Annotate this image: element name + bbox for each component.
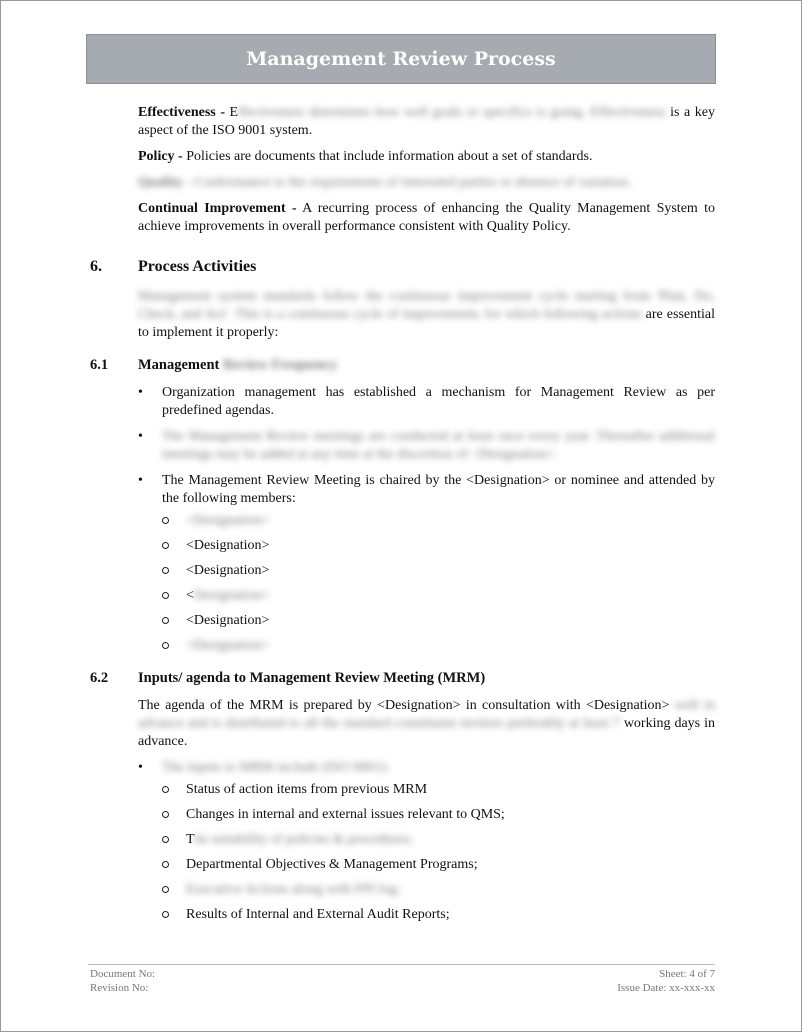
list-item — [138, 759, 715, 924]
circle-bullet-icon — [162, 811, 169, 818]
page-footer — [90, 967, 715, 995]
circle-bullet-icon — [162, 786, 169, 793]
agenda-item — [162, 806, 715, 824]
agenda-item — [162, 881, 715, 899]
member-text: < — [186, 588, 194, 603]
agenda-item — [162, 781, 715, 799]
list-item — [138, 384, 715, 420]
member-list — [162, 512, 715, 655]
definition-effectiveness — [138, 104, 715, 140]
definition-policy — [138, 148, 715, 166]
circle-bullet-icon — [162, 642, 169, 649]
blurred-text: well in advance and is distributed to all the standard constituent invitees preferably at least 7 — [138, 698, 716, 731]
page-title: Management Review Process — [246, 48, 556, 70]
list-item — [138, 472, 715, 655]
list-item-text: Organization management has established a mechanism for Management Review as per predefined agendas. — [162, 385, 715, 418]
section-title: Inputs/ agenda to Management Review Meeting (MRM) — [138, 670, 486, 686]
bullet-list — [138, 759, 715, 924]
blurred-text: he suitability of policies & procedures; — [194, 832, 413, 847]
blurred-text: Review Frequency — [222, 357, 338, 373]
agenda-item — [162, 831, 715, 849]
circle-bullet-icon — [162, 836, 169, 843]
list-item — [138, 428, 715, 464]
intro-text: are essential to implement it properly: — [138, 307, 715, 340]
member-item — [162, 587, 715, 605]
member-item — [162, 612, 715, 630]
section-6-intro — [138, 288, 715, 342]
member-item — [162, 562, 715, 580]
agenda-item — [162, 856, 715, 874]
definition-continual-improvement — [138, 200, 715, 236]
blurred-text: Management system standards follow the continuous improvement cycle starting from 'Plan, Do, Check, and Act'. This is a continuous cycle of improvement, for which following actions — [138, 289, 715, 322]
blurred-text: ffectiveness determines how well goals or specifics is going. Effectiveness — [238, 105, 666, 120]
blurred-text: Quality - — [138, 175, 192, 190]
agenda-item — [162, 906, 715, 924]
definition-text: is a key aspect of the ISO 9001 system. — [138, 105, 716, 138]
section-number: 6.1 — [90, 357, 109, 373]
section-heading-6-2 — [90, 669, 715, 687]
definition-term: Effectiveness - — [138, 105, 225, 120]
blurred-text: The Management Review meetings are conducted at least once every year. Thereafter additional meetings may be added at any time at the discretion of <Designation>. — [162, 429, 715, 462]
blurred-text: <Designation> — [186, 638, 270, 653]
member-text: <Designation> — [186, 563, 270, 578]
intro-text: working days in advance. — [138, 716, 716, 749]
member-text: <Designation> — [186, 613, 270, 628]
blurred-text: The inputs to MRM include (ISO 9001): — [162, 760, 390, 775]
member-item — [162, 537, 715, 555]
definition-text: A recurring process of enhancing the Quality Management System to achieve improvements in overall performance consistent with Quality Policy. — [138, 201, 715, 234]
intro-text: The agenda of the MRM is prepared by <Designation> in consultation with <Designation> — [138, 698, 670, 713]
agenda-text: Changes in internal and external issues relevant to QMS; — [186, 807, 505, 822]
list-item-text: The Management Review Meeting is chaired by the <Designation> or nominee and attended by the following members: — [162, 473, 715, 506]
bullet-icon: • — [138, 473, 143, 488]
agenda-text: Departmental Objectives & Management Programs; — [186, 857, 478, 872]
section-6-2-intro — [138, 697, 715, 751]
circle-bullet-icon — [162, 886, 169, 893]
definition-quality — [138, 174, 715, 192]
circle-bullet-icon — [162, 911, 169, 918]
definition-term: Continual Improvement - — [138, 201, 297, 216]
circle-bullet-icon — [162, 542, 169, 549]
agenda-text: T — [186, 832, 195, 847]
member-item — [162, 512, 715, 530]
section-heading-6-1 — [90, 356, 715, 374]
section-number: 6. — [90, 258, 102, 275]
agenda-list — [162, 781, 715, 924]
circle-bullet-icon — [162, 592, 169, 599]
blurred-text: Conformance to the requirements of interested parties or absence of variation. — [191, 175, 632, 190]
section-title: Process Activities — [138, 258, 257, 275]
title-banner — [86, 34, 716, 84]
section-number: 6.2 — [90, 670, 109, 686]
circle-bullet-icon — [162, 861, 169, 868]
section-heading-6 — [90, 258, 715, 276]
revision-number-label: Revision No: — [90, 982, 149, 994]
issue-date: Issue Date: xx-xxx-xx — [617, 982, 715, 994]
circle-bullet-icon — [162, 517, 169, 524]
blurred-text: <Designation> — [186, 513, 270, 528]
circle-bullet-icon — [162, 567, 169, 574]
document-number-label: Document No: — [90, 968, 156, 980]
member-item — [162, 637, 715, 655]
agenda-text: Results of Internal and External Audit Reports; — [186, 907, 450, 922]
definition-text: Policies are documents that include information about a set of standards. — [182, 149, 593, 164]
agenda-text: Status of action items from previous MRM — [186, 782, 428, 797]
blurred-text: Executive Actions along with FPI log; — [186, 882, 401, 897]
bullet-icon: • — [138, 385, 143, 400]
bullet-list — [138, 384, 715, 655]
definition-term: Policy - — [138, 149, 183, 164]
bullet-icon: • — [138, 429, 143, 444]
sheet-number: Sheet: 4 of 7 — [659, 968, 715, 980]
definition-text-prefix: E — [224, 105, 239, 120]
blurred-text: Designation> — [193, 588, 270, 603]
section-title: Management — [138, 357, 223, 373]
bullet-icon: • — [138, 760, 143, 775]
member-text: <Designation> — [186, 538, 270, 553]
footer-divider — [88, 964, 715, 965]
circle-bullet-icon — [162, 617, 169, 624]
document-body — [90, 104, 716, 932]
